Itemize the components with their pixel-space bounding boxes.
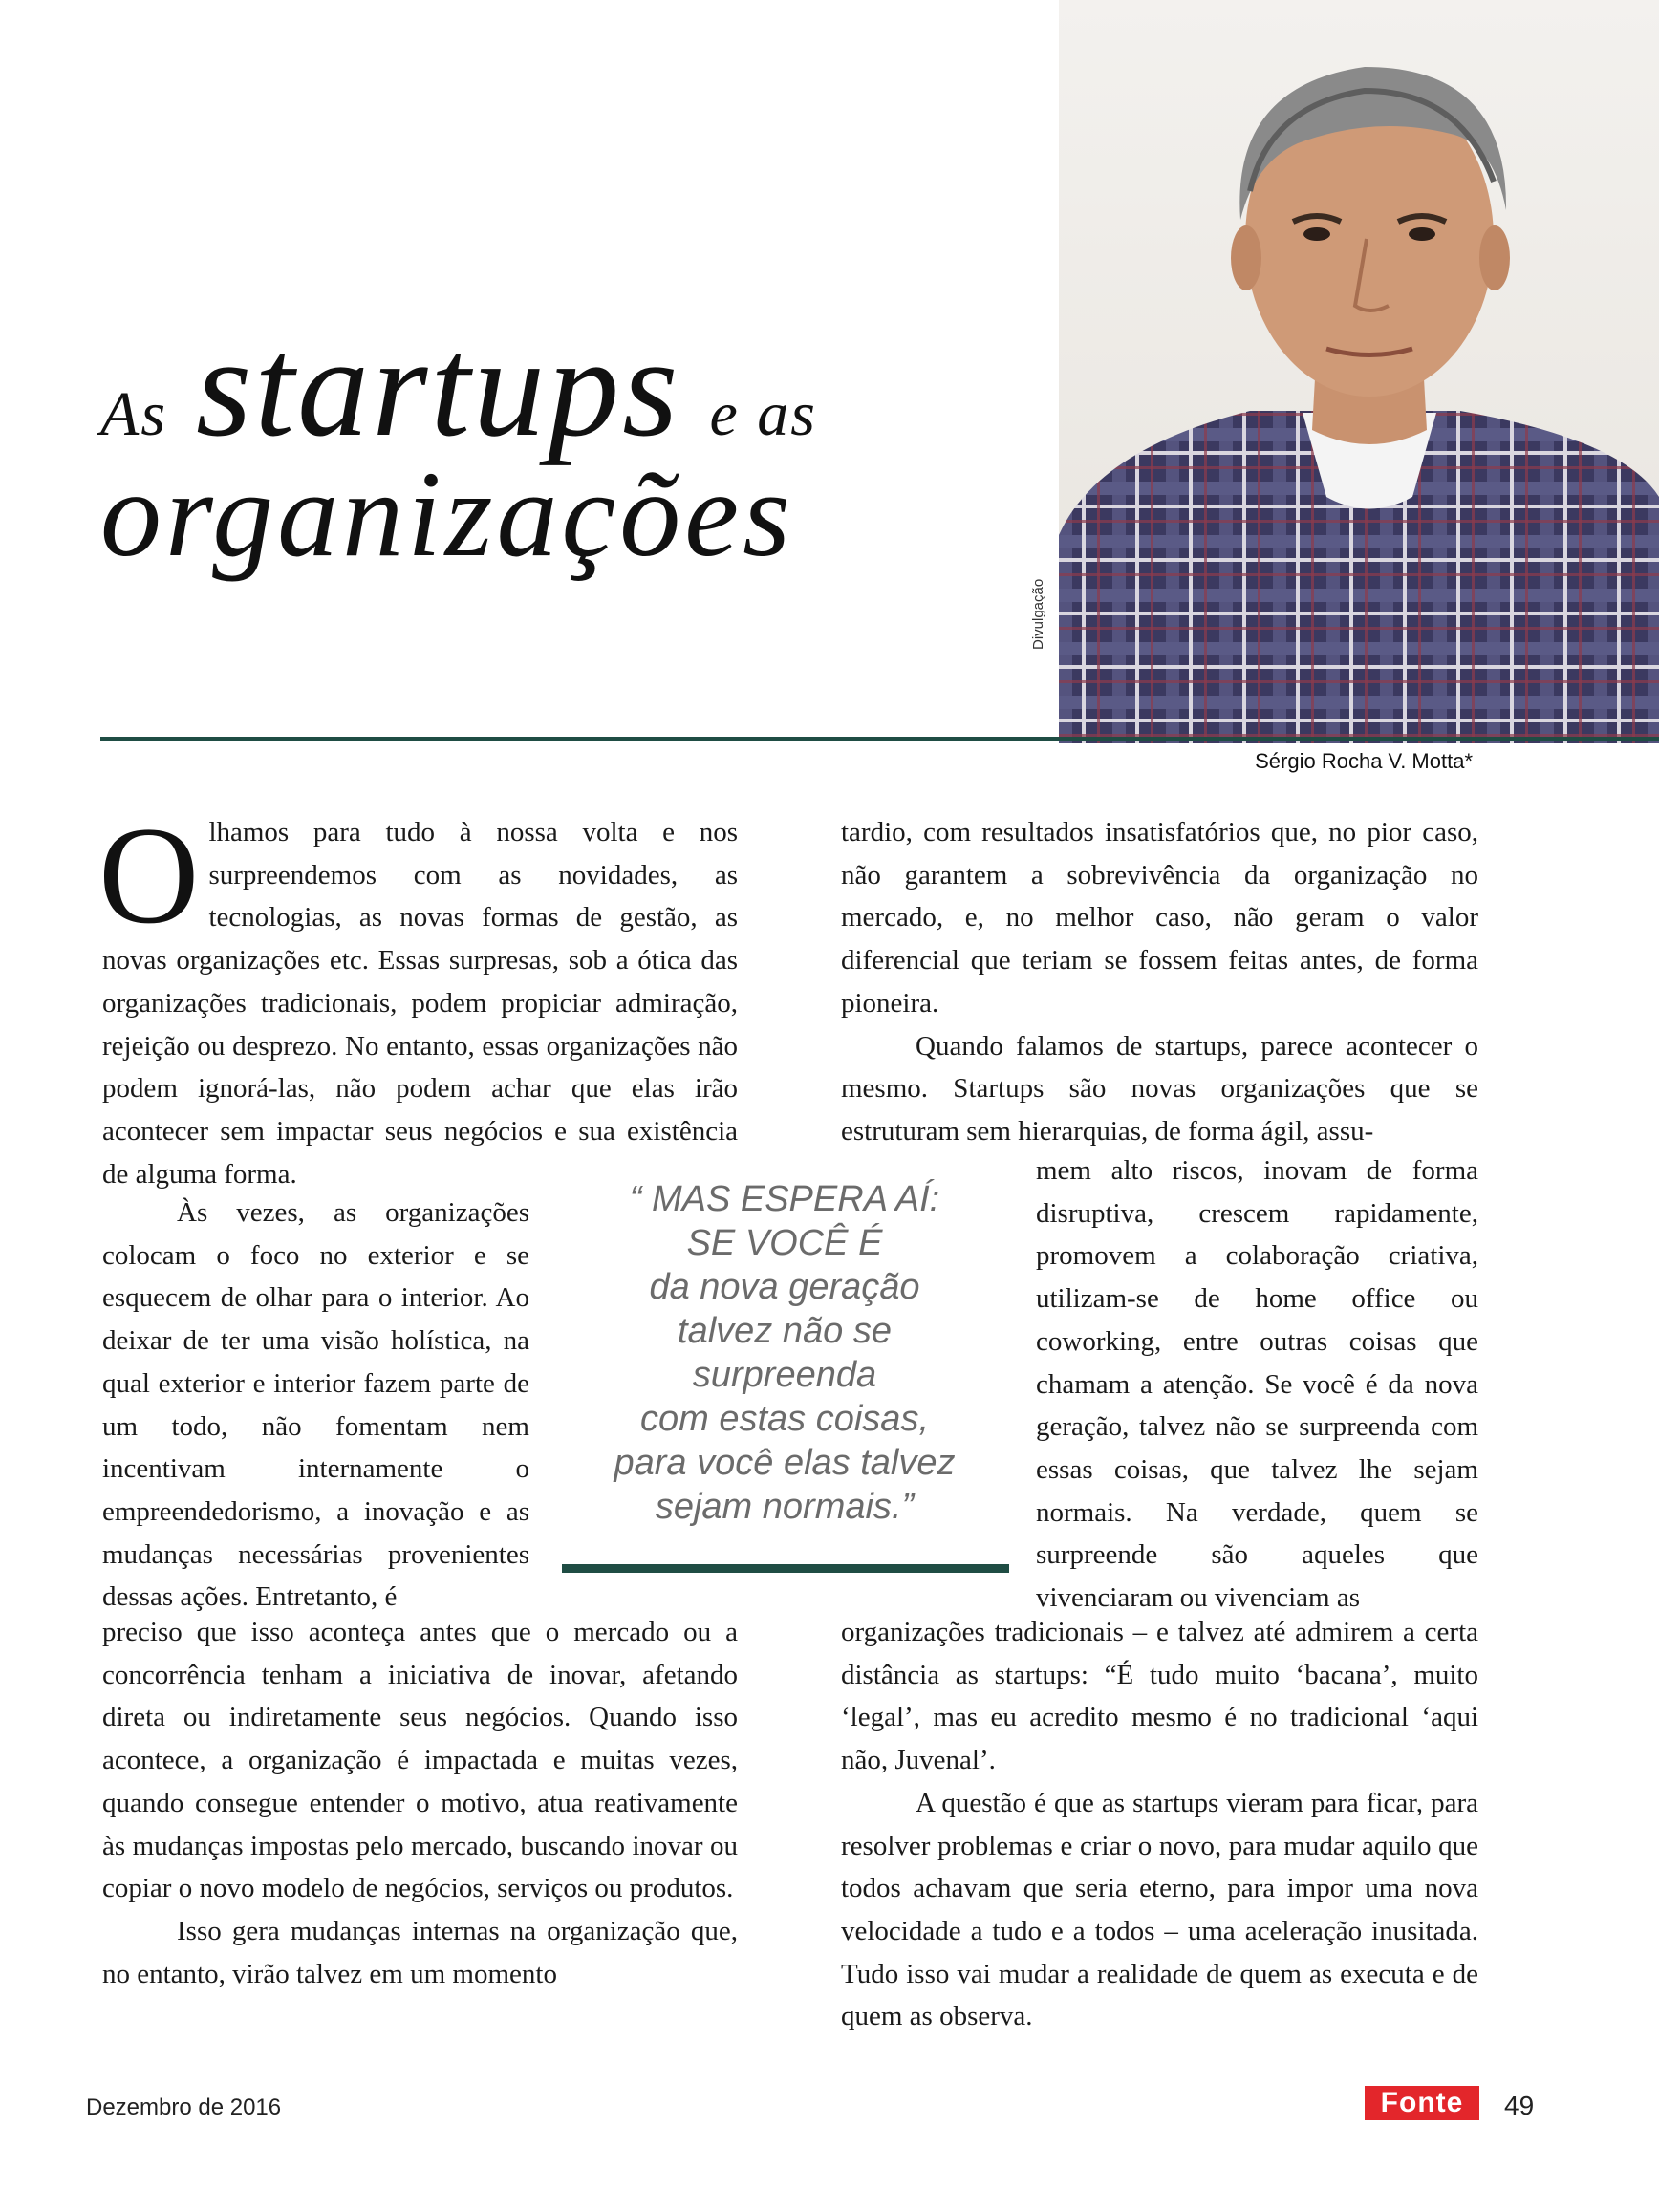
pull-quote-line: “ MAS ESPERA AÍ: xyxy=(629,1179,940,1219)
page-number: 49 xyxy=(1504,2091,1535,2120)
title-word-startups: startups xyxy=(196,308,681,466)
pull-quote-line: da nova geração xyxy=(649,1267,920,1307)
column-2-middle xyxy=(1036,1149,1478,1620)
fonte-logo: Fonte xyxy=(1365,2086,1479,2120)
col2-paragraph-3: A questão é que as startups vieram para ficar, para resolver problemas e criar o novo, para mudar aquilo que todos achavam que seria eterno, para impor uma nova velocidade a tudo e a todos – uma aceleração inusitada. Tudo isso vai mudar a realidade de quem as executa e de quem as observa. xyxy=(841,1787,1478,2032)
photo-caption: Sérgio Rocha V. Motta* xyxy=(1255,749,1473,773)
footer-date: Dezembro de 2016 xyxy=(86,2094,282,2120)
pull-quote-line: surpreenda xyxy=(692,1355,877,1395)
author-portrait-illustration xyxy=(1059,0,1659,743)
col1-paragraph-2: Às vezes, as organizações colocam o foco no exterior e se esquecem de olhar para o interior. Ao deixar de ter uma visão holística, na qual exterior e interior fazem parte de um todo, não fomentam nem incentivam internamente o empreendedorismo, a inovação e as mudanças necessárias provenientes dessas ações. Entretanto, é xyxy=(102,1197,529,1613)
drop-cap: O xyxy=(98,798,200,953)
col2-paragraph-2: Quando falamos de startups, parece acontecer o mesmo. Startups são novas organizações que se estruturam sem hierarquias, de forma ágil, assu- xyxy=(841,1030,1478,1147)
col1-paragraph-1: lhamos para tudo à nossa volta e nos surpreendemos com as novidades, as tecnologias, as novas formas de gestão, as novas organizações etc. Essas surpresas, sob a ótica das organizações tradicionais, podem propiciar admiração, rejeição ou desprezo. No entanto, essas organizações não podem ignorá-las, não podem achar que elas irão acontecer sem impactar seus negócios e sua existência de alguma forma. xyxy=(102,817,738,1190)
pull-quote-rule xyxy=(562,1564,1009,1573)
column-1-bottom xyxy=(102,1611,738,1995)
title-word-as: As xyxy=(100,379,167,449)
title-line-organizacoes: organizações xyxy=(100,446,794,582)
header-rule xyxy=(100,737,1659,741)
article-title xyxy=(100,308,817,582)
column-2-bottom xyxy=(841,1611,1478,2038)
pull-quote-line: para você elas talvez xyxy=(614,1443,956,1483)
author-photo xyxy=(1059,0,1659,743)
pull-quote-line: SE VOCÊ É xyxy=(686,1223,883,1263)
pull-quote-line: talvez não se xyxy=(678,1311,892,1351)
title-word-eas: e as xyxy=(709,379,817,449)
col1-paragraph-2-continued: preciso que isso aconteça antes que o mercado ou a concorrência tenham a iniciativa de inovar, afetando direta ou indiretamente seus negócios. Quando isso acontece, a organização é impactada e muitas vezes, quando consegue entender o motivo, atua reativamente às mudanças impostas pelo mercado, buscando inovar ou copiar o novo modelo de negócios, serviços ou produtos. xyxy=(102,1617,738,1904)
photo-credit: Divulgação xyxy=(1030,578,1046,650)
col2-paragraph-1: tardio, com resultados insatisfatórios que, no pior caso, não garantem a sobrevivência da organização no mercado, e, no melhor caso, não geram o valor diferencial que teriam se fossem feitas antes, de forma pioneira. xyxy=(841,817,1478,1019)
column-1-middle xyxy=(102,1192,529,1619)
pull-quote-line: com estas coisas, xyxy=(640,1399,929,1439)
column-1-top xyxy=(98,798,738,1195)
col2-paragraph-2-continued: mem alto riscos, inovam de forma disruptiva, crescem rapidamente, promovem a colaboração criativa, utilizam-se de home office ou coworking, entre outras coisas que chamam a atenção. Se você é da nova geração, talvez não se surpreenda com essas coisas, que talvez lhe sejam normais. Na verdade, quem se surpreende são aqueles que vivenciaram ou vivenciam as xyxy=(1036,1155,1478,1614)
col2-paragraph-2-end: organizações tradicionais – e talvez até admirem a certa distância as startups: “É tudo muito ‘bacana’, muito ‘legal’, mas eu acredito mesmo é no tradicional ‘aqui não, Juvenal’. xyxy=(841,1617,1478,1776)
col1-paragraph-3: Isso gera mudanças internas na organização que, no entanto, virão talvez em um momento xyxy=(102,1915,738,1989)
pull-quote xyxy=(562,1177,1007,1529)
column-2-top xyxy=(841,811,1478,1153)
pull-quote-line: sejam normais.” xyxy=(655,1487,915,1527)
